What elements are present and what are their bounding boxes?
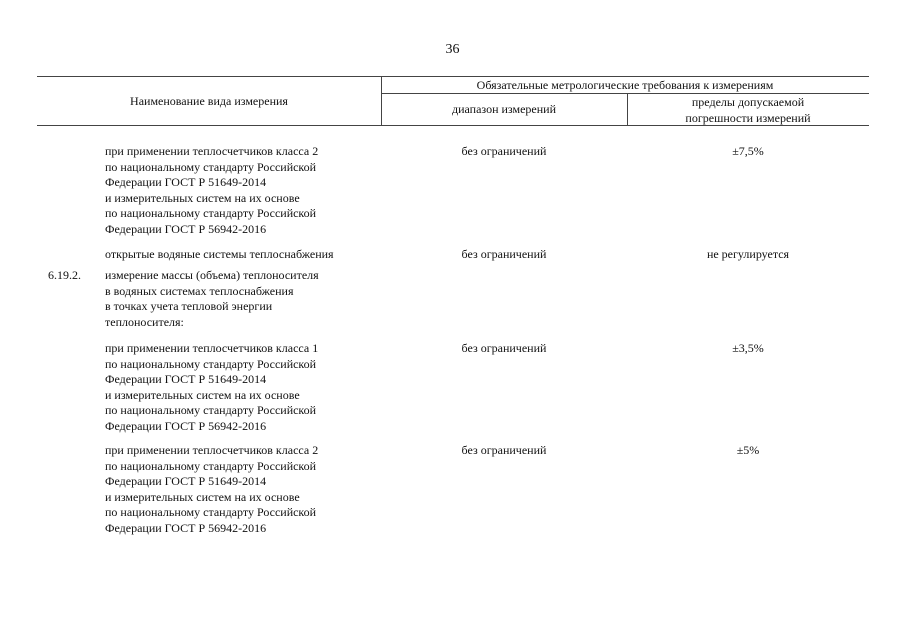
table-row-name: при применении теплосчетчиков класса 1 по национальному стандарту Российской Федерации ГОСТ Р 51649-2014 и измерительных систем на их основе по национальному стандарту Российской Федерации ГОСТ Р 56942-2016 bbox=[105, 341, 319, 433]
table-row-range: без ограничений bbox=[461, 443, 547, 457]
table-row-name: при применении теплосчетчиков класса 2 по национальному стандарту Российской Федерации ГОСТ Р 51649-2014 и измерительных систем на их основе по национальному стандарту Российской Федерации ГОСТ Р 56942-2016 bbox=[105, 443, 319, 535]
column-group-header: Обязательные метрологические требования к измерениям bbox=[476, 78, 774, 92]
table-row-name: измерение массы (объема) теплоносителя в водяных системах теплоснабжения в точках учета тепловой энергии теплоносителя: bbox=[105, 268, 319, 329]
table-top-rule bbox=[37, 76, 869, 77]
table-row-name: открытые водяные системы теплоснабжения bbox=[105, 247, 334, 261]
table-row-range: без ограничений bbox=[461, 247, 547, 261]
table-row-error: не регулируется bbox=[706, 247, 790, 261]
column-header-name: Наименование вида измерения bbox=[130, 94, 288, 108]
table-row-error: ±5% bbox=[736, 443, 760, 457]
table-row-range: без ограничений bbox=[461, 144, 547, 158]
table-row-number: 6.19.2. bbox=[48, 268, 81, 282]
page-number: 36 bbox=[445, 42, 460, 57]
table-row-name: при применении теплосчетчиков класса 2 по национальному стандарту Российской Федерации ГОСТ Р 51649-2014 и измерительных систем на их основе по национальному стандарту Российской Федерации ГОСТ Р 56942-2016 bbox=[105, 144, 319, 236]
column-header-error: пределы допускаемой погрешности измерений bbox=[685, 95, 811, 125]
table-row-error: ±7,5% bbox=[732, 144, 764, 158]
table-row-range: без ограничений bbox=[461, 341, 547, 355]
column-header-range: диапазон измерений bbox=[451, 102, 557, 116]
table-row-error: ±3,5% bbox=[732, 341, 764, 355]
